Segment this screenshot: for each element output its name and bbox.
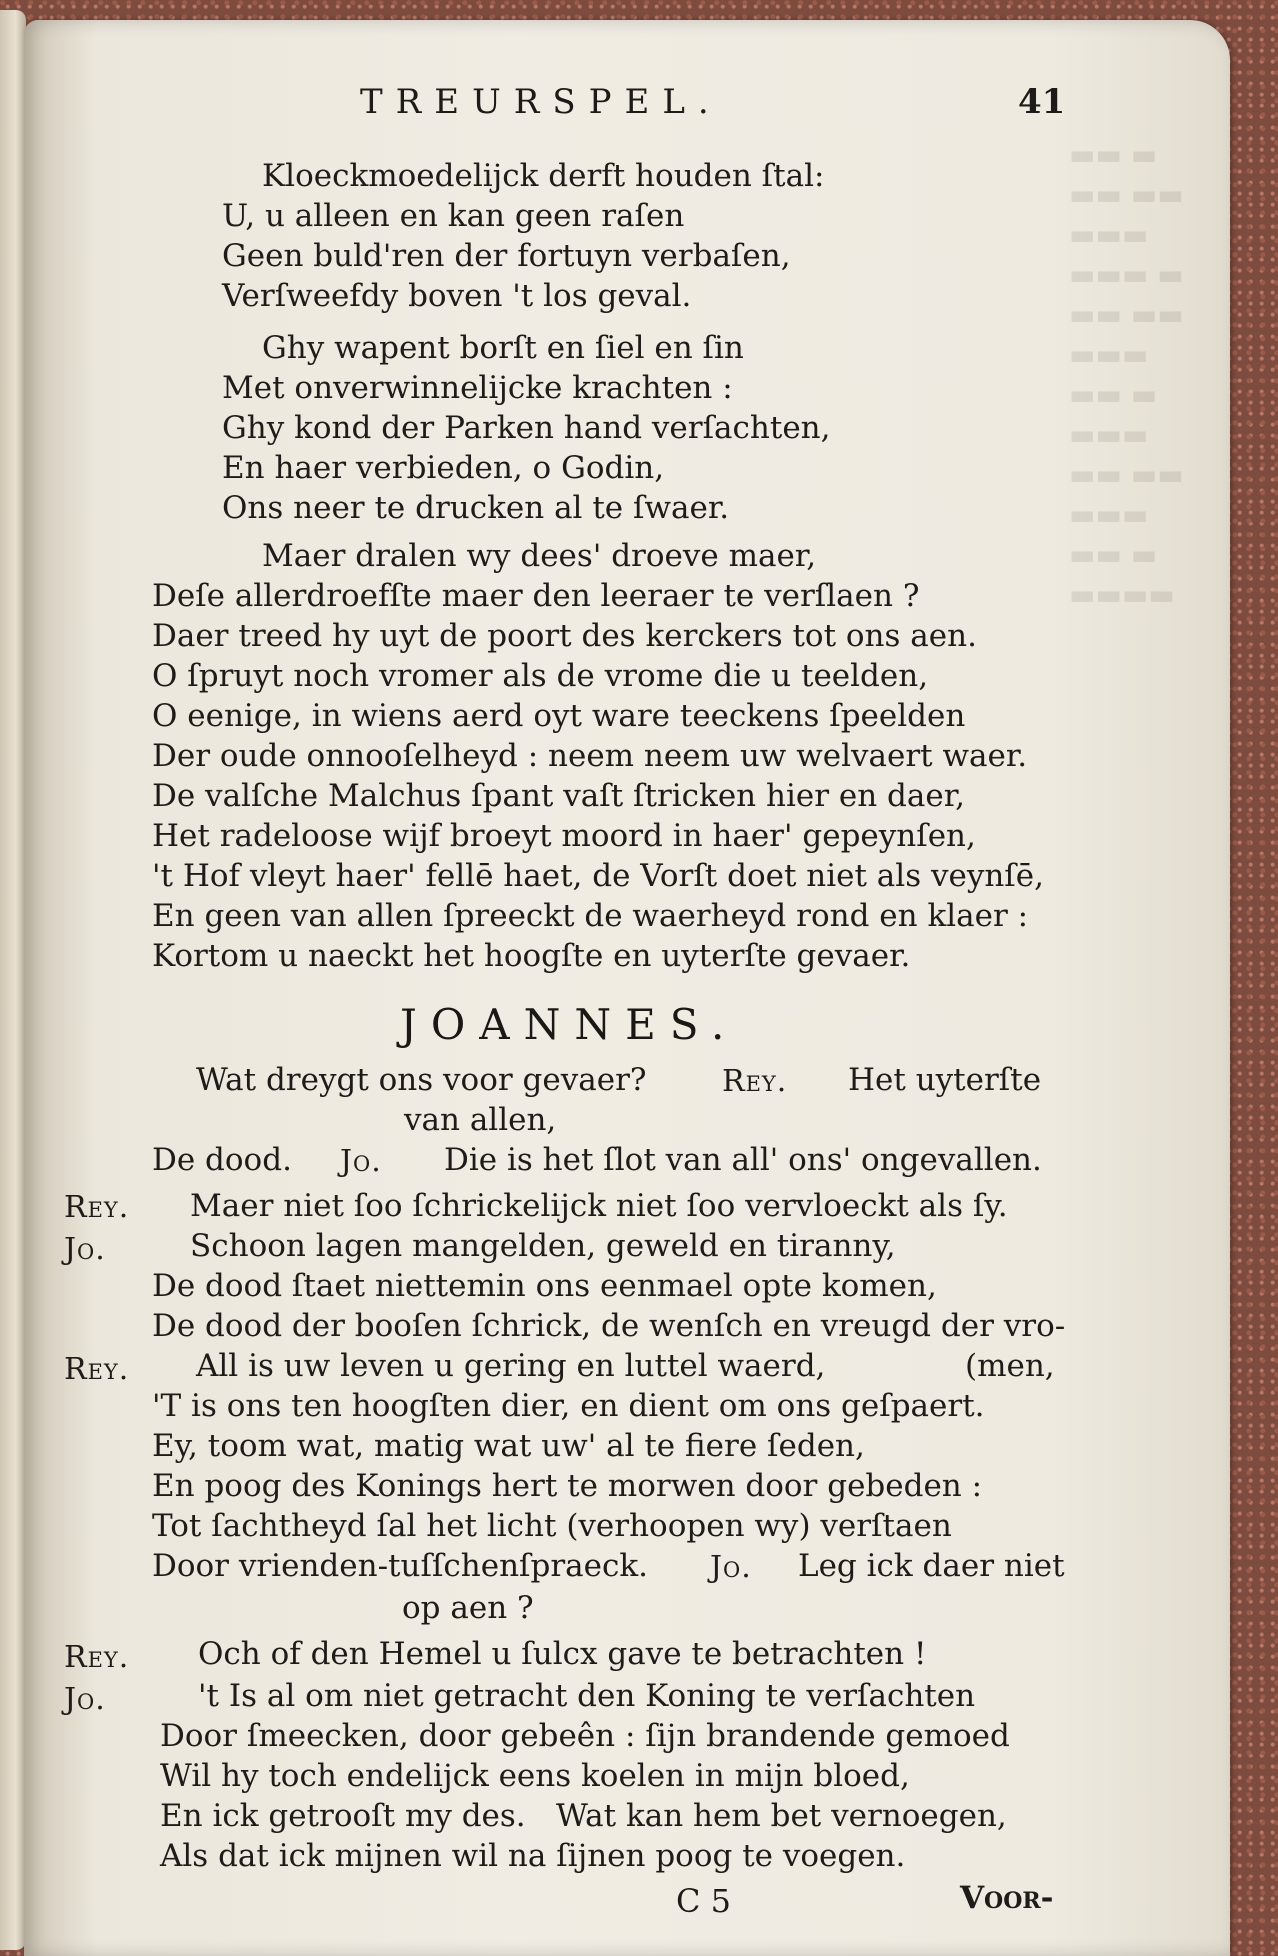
verse-line: Deſe allerdroefſte maer den leeraer te verſlaen ? <box>152 578 920 614</box>
dialogue-line: op aen ? <box>402 1590 534 1626</box>
dialogue-line: Door vrienden-tuſſchenſpraeck. <box>152 1548 649 1584</box>
verse-line: O eenige, in wiens aerd oyt ware teeckens ſpeelden <box>152 698 966 734</box>
signature-mark: C 5 <box>676 1882 732 1920</box>
dialogue-line: All is uw leven u gering en luttel waerd, <box>196 1348 826 1384</box>
dialogue-line: 't Is al om niet getracht den Koning te verſachten <box>198 1678 976 1714</box>
dialogue-line: Het uyterſte <box>848 1062 1042 1098</box>
dialogue-line: Maer niet ſoo ſchrickelijck niet ſoo vervloeckt als ſy. <box>190 1188 1008 1224</box>
verse-line: Met onverwinnelijcke krachten : <box>222 370 733 406</box>
verse-line: Ghy wapent borſt en ſiel en ſin <box>262 330 744 366</box>
dialogue-line: Door ſmeecken, door gebeên : ſijn brandende gemoed <box>160 1718 1010 1754</box>
dialogue-line: De dood der booſen ſchrick, de wenſch en vreugd der vro- <box>152 1308 1066 1344</box>
dialogue-line: (men, <box>965 1348 1055 1384</box>
dialogue-line: Schoon lagen mangelden, geweld en tiranny, <box>190 1228 896 1264</box>
dialogue-line: Tot ſachtheyd ſal het licht (verhoopen wy) verſtaen <box>152 1508 952 1544</box>
verse-line: En haer verbieden, o Godin, <box>222 450 665 486</box>
speaker-label: Jo. <box>64 1232 106 1267</box>
verse-line: Daer treed hy uyt de poort des kerckers tot ons aen. <box>152 618 977 654</box>
speaker-label: Rey. <box>722 1064 788 1099</box>
verse-line: Geen buld'ren der fortuyn verbaſen, <box>222 238 791 274</box>
verse-line: Het radeloose wijf broeyt moord in haer' gepeynſen, <box>152 818 976 854</box>
catchword: Voor- <box>960 1880 1054 1916</box>
dialogue-line: En ick getrooſt my des. <box>160 1798 526 1834</box>
dialogue-line: Wat kan hem bet vernoegen, <box>556 1798 1007 1834</box>
verse-line: Der oude onnooſelheyd : neem neem uw welvaert waer. <box>152 738 1028 774</box>
dialogue-line: 'T is ons ten hoogſten dier, en dient om ons geſpaert. <box>152 1388 985 1424</box>
dialogue-line: Ey, toom wat, matig wat uw' al te fiere ſeden, <box>152 1428 865 1464</box>
page-number: 41 <box>1018 82 1066 122</box>
dialogue-line: van allen, <box>404 1102 557 1138</box>
verse-line: Kloeckmoedelijck derft houden ſtal: <box>262 158 825 194</box>
speaker-label: Jo. <box>340 1144 382 1179</box>
verse-line: Verſweefdy boven 't los geval. <box>222 278 692 314</box>
previous-page-edge <box>0 10 26 1950</box>
speaker-label: Rey. <box>64 1352 130 1387</box>
verse-line: Maer dralen wy dees' droeve maer, <box>262 538 817 574</box>
dialogue-line: De dood. <box>152 1142 292 1178</box>
verse-line: O ſpruyt noch vromer als de vrome die u teelden, <box>152 658 929 694</box>
dialogue-line: En poog des Konings hert te morwen door gebeden : <box>152 1468 983 1504</box>
dialogue-line: Wil hy toch endelijck eens koelen in mijn bloed, <box>160 1758 910 1794</box>
page-header <box>0 82 1278 132</box>
speaker-label: Jo. <box>64 1682 106 1717</box>
verse-line: Ons neer te drucken al te ſwaer. <box>222 490 730 526</box>
dialogue-line: Och of den Hemel u ſulcx gave te betrachten ! <box>198 1636 927 1672</box>
speaker-label: Rey. <box>64 1190 130 1225</box>
dialogue-line: De dood ſtaet niettemin ons eenmael opte komen, <box>152 1268 937 1304</box>
dialogue-line: Die is het ſlot van all' ons' ongevallen. <box>444 1142 1042 1178</box>
speaker-label: Rey. <box>64 1640 130 1675</box>
speaker-label: Jo. <box>710 1550 752 1585</box>
verse-line: Ghy kond der Parken hand verſachten, <box>222 410 831 446</box>
dialogue-line: Als dat ick mijnen wil na ſijnen poog te voegen. <box>160 1838 906 1874</box>
bleed-through-text: ▬▬ ▬ ▬▬ ▬▬ ▬▬▬ ▬▬▬ ▬ ▬▬ ▬▬ ▬▬▬ ▬▬ ▬ ▬▬▬ ▬▬ ▬▬ ▬▬▬ ▬▬ ▬ ▬▬▬▬ <box>1069 138 1184 611</box>
running-title: TREURSPEL. <box>360 82 722 122</box>
verse-line: En geen van allen ſpreeckt de waerheyd rond en klaer : <box>152 898 1029 934</box>
verse-line: Kortom u naeckt het hoogſte en uyterſte gevaer. <box>152 938 911 974</box>
verse-line: De valſche Malchus ſpant vaſt ſtricken hier en daer, <box>152 778 965 814</box>
dialogue-line: Leg ick daer niet <box>798 1548 1065 1584</box>
verse-line: U, u alleen en kan geen raſen <box>222 198 685 234</box>
speaker-heading: JOANNES. <box>400 1000 739 1049</box>
verse-line: 't Hof vleyt haer' fellē haet, de Vorſt doet niet als veynſē, <box>152 858 1044 894</box>
dialogue-line: Wat dreygt ons voor gevaer? <box>196 1062 647 1098</box>
